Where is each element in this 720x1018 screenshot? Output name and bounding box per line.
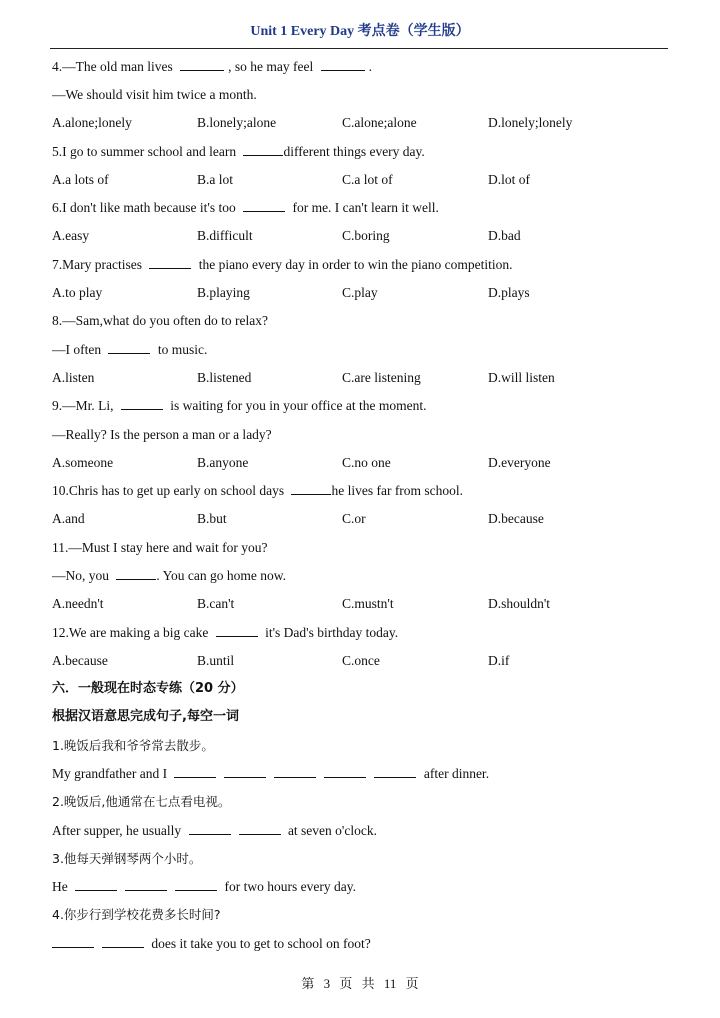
q5-text-a: 5.I go to summer school and learn [52,144,240,159]
option-c[interactable]: C.boring [342,228,390,243]
option-c[interactable]: C.alone;alone [342,115,417,130]
option-a[interactable]: A.listen [52,370,95,385]
question-4-reply: —We should visit him twice a month. [52,87,257,102]
option-c[interactable]: C.are listening [342,370,421,385]
s6-item-2-english [52,822,377,840]
q7-text-a: 7.Mary practises [52,257,146,272]
s6-item-3-english [52,878,356,896]
option-c[interactable]: C.a lot of [342,172,393,187]
option-b[interactable]: B.anyone [197,455,249,470]
q9-text-a: 9.—Mr. Li, [52,398,117,413]
q9-blank[interactable] [121,397,163,410]
question-11-reply [52,567,286,585]
question-10-stem [52,482,463,500]
option-a[interactable]: A.to play [52,285,103,300]
option-b[interactable]: B.until [197,653,235,668]
question-5-stem [52,143,425,161]
page-header-title: Unit 1 Every Day 考点卷（学生版） [250,24,470,39]
q4-text-c: . [368,59,372,74]
option-b[interactable]: B.lonely;alone [197,115,277,130]
q12-text-a: 12.We are making a big cake [52,625,212,640]
s6-3-blank-1[interactable] [75,878,117,891]
q5-text-b: different things every day. [283,144,425,159]
option-b[interactable]: B.a lot [197,172,233,187]
question-12-stem [52,624,398,642]
s6-3-blank-2[interactable] [125,878,167,891]
q8-blank[interactable] [108,341,150,354]
s6-item-2-chinese: 2.晚饭后,他通常在七点看电视。 [52,794,231,809]
option-a[interactable]: A.and [52,511,85,526]
q11-text-a: —No, you [52,568,113,583]
s6-1-blank-5[interactable] [374,765,416,778]
option-d[interactable]: D.shouldn't [488,596,551,611]
q4-blank-2[interactable] [321,58,365,71]
q7-text-b: the piano every day in order to win the piano competition. [195,257,513,272]
option-d[interactable]: D.lot of [488,172,530,187]
s6-1-blank-1[interactable] [174,765,216,778]
s6-item-1-english [52,765,489,783]
option-d[interactable]: D.plays [488,285,530,300]
s6-item-4-chinese: 4.你步行到学校花费多长时间? [52,907,221,922]
option-d[interactable]: D.bad [488,228,521,243]
option-b[interactable]: B.but [197,511,227,526]
q8-text-a: —I often [52,342,105,357]
option-b[interactable]: B.difficult [197,228,253,243]
s6-2-text-a: After supper, he usually [52,823,185,838]
s6-3-text-b: for two hours every day. [221,879,356,894]
q11-text-b: . You can go home now. [156,568,286,583]
s6-1-text-b: after dinner. [420,766,490,781]
section-6-title: 六．一般现在时态专练（20 分） [52,681,244,696]
option-a[interactable]: A.alone;lonely [52,115,132,130]
q10-text-b: he lives far from school. [331,483,464,498]
header-rule [50,48,668,49]
q9-text-b: is waiting for you in your office at the moment. [166,398,427,413]
q7-blank[interactable] [149,256,191,269]
q10-blank[interactable] [291,482,331,495]
question-8-reply [52,341,207,359]
q10-text-a: 10.Chris has to get up early on school days [52,483,288,498]
s6-4-blank-2[interactable] [102,935,144,948]
option-d[interactable]: D.will listen [488,370,555,385]
option-c[interactable]: C.or [342,511,366,526]
q6-text-b: for me. I can't learn it well. [289,200,439,215]
s6-3-text-a: He [52,879,72,894]
q4-blank-1[interactable] [180,58,224,71]
question-7-stem [52,256,513,274]
s6-2-text-b: at seven o'clock. [284,823,377,838]
section-6-instruction: 根据汉语意思完成句子,每空一词 [52,709,239,724]
option-b[interactable]: B.listened [197,370,252,385]
s6-1-blank-3[interactable] [274,765,316,778]
option-a[interactable]: A.needn't [52,596,104,611]
q8-text-b: to music. [154,342,208,357]
option-c[interactable]: C.once [342,653,380,668]
option-d[interactable]: D.because [488,511,544,526]
question-6-stem [52,199,439,217]
question-11-stem: 11.—Must I stay here and wait for you? [52,540,268,555]
q12-blank[interactable] [216,624,258,637]
s6-4-text-b: does it take you to get to school on foot? [148,936,371,951]
s6-item-1-chinese: 1.晚饭后我和爷爷常去散步。 [52,738,214,753]
option-a[interactable]: A.a lots of [52,172,109,187]
s6-item-4-english [52,935,371,953]
question-9-stem [52,397,426,415]
page-footer: 第 3 页 共 11 页 [301,976,419,991]
question-4-stem [52,58,372,76]
option-c[interactable]: C.play [342,285,378,300]
q6-text-a: 6.I don't like math because it's too [52,200,240,215]
q6-blank[interactable] [243,199,285,212]
s6-1-blank-2[interactable] [224,765,266,778]
option-a[interactable]: A.someone [52,455,114,470]
s6-2-blank-1[interactable] [189,822,231,835]
option-d[interactable]: D.everyone [488,455,551,470]
option-c[interactable]: C.no one [342,455,391,470]
q11-blank[interactable] [116,567,156,580]
q12-text-b: it's Dad's birthday today. [261,625,399,640]
option-d[interactable]: D.lonely;lonely [488,115,573,130]
option-a[interactable]: A.because [52,653,108,668]
s6-3-blank-3[interactable] [175,878,217,891]
q4-text-a: 4.—The old man lives [52,59,177,74]
s6-4-blank-1[interactable] [52,935,94,948]
option-d[interactable]: D.if [488,653,510,668]
q4-text-b: , so he may feel [228,59,317,74]
q5-blank[interactable] [243,143,283,156]
s6-1-blank-4[interactable] [324,765,366,778]
option-b[interactable]: B.can't [197,596,235,611]
question-8-stem: 8.—Sam,what do you often do to relax? [52,313,268,328]
question-9-reply: —Really? Is the person a man or a lady? [52,427,272,442]
option-b[interactable]: B.playing [197,285,250,300]
option-a[interactable]: A.easy [52,228,90,243]
s6-item-3-chinese: 3.他每天弹钢琴两个小时。 [52,851,202,866]
s6-2-blank-2[interactable] [239,822,281,835]
option-c[interactable]: C.mustn't [342,596,394,611]
s6-1-text-a: My grandfather and I [52,766,171,781]
